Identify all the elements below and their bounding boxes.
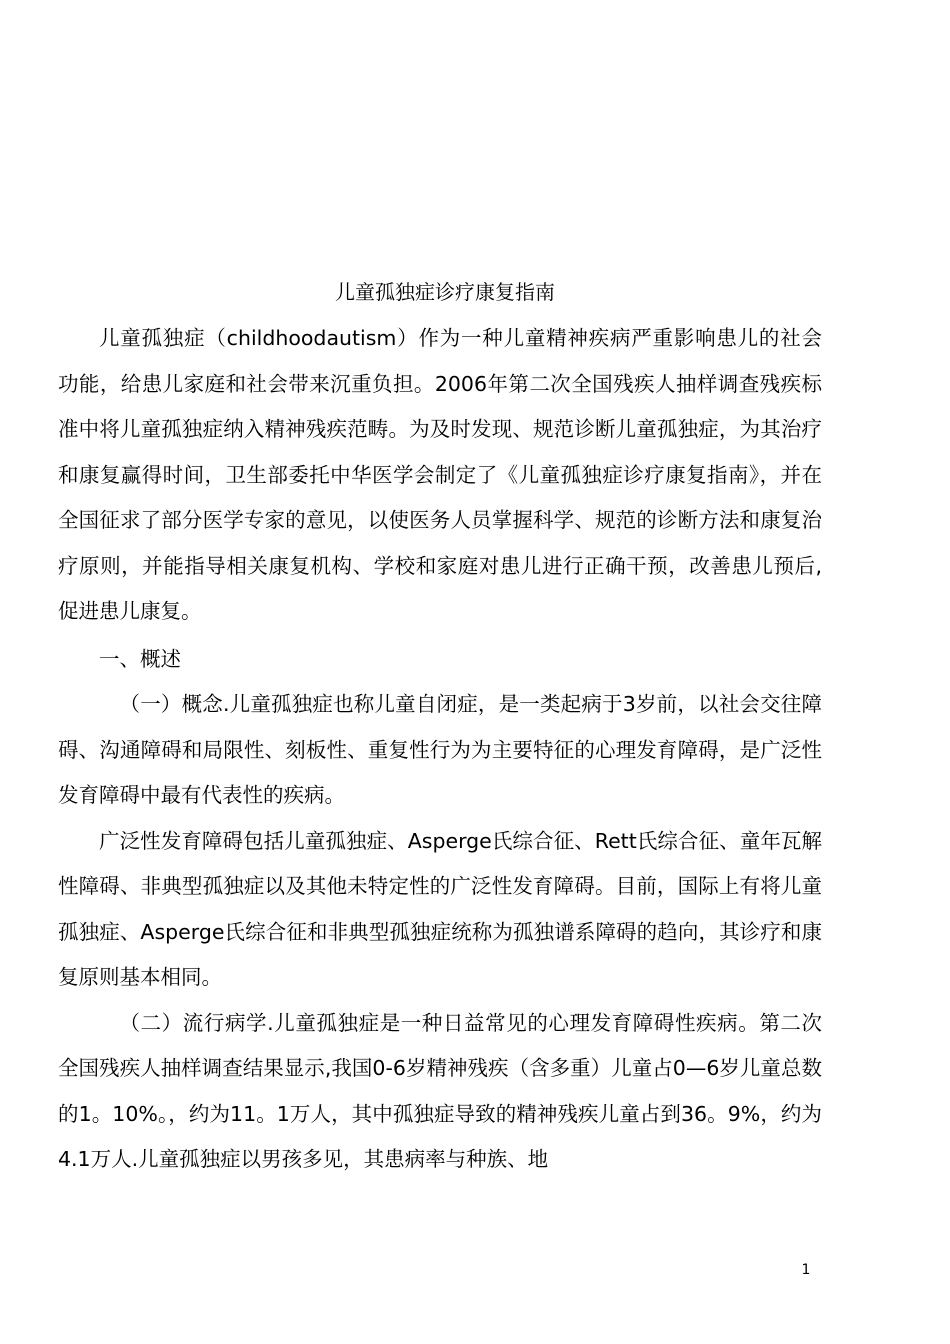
section-heading-overview: 一、概述 <box>99 646 181 671</box>
paragraph-intro: 儿童孤独症（childhoodautism）作为一种儿童精神疾病严重影响患儿的社会功能，给患儿家庭和社会带来沉重负担。2006年第二次全国残疾人抽样调查残疾标准中将儿童孤独症纳入精神残疾范畴。为及时发现、规范诊断儿童孤独症，为其治疗和康复赢得时间，卫生部委托中华医学会制定了《儿童孤独症诊疗康复指南》，并在全国征求了部分医学专家的意见，以使医务人员掌握科学、规范的诊断方法和康复治疗原则，并能指导相关康复机构、学校和家庭对患儿进行正确干预，改善患儿预后,促进患儿康复。 <box>58 326 822 623</box>
paragraph-epidemiology: （二）流行病学.儿童孤独症是一种日益常见的心理发育障碍性疾病。第二次全国残疾人抽样调查结果显示,我国0-6岁精神残疾（含多重）儿童占0—6岁儿童总数的1。10%。，约为11。1万人，其中孤独症导致的精神残疾儿童占到36。9%，约为4.1万人.儿童孤独症以男孩多见，其患病率与种族、地 <box>58 1010 822 1171</box>
page-number: 1 <box>801 1262 811 1278</box>
document-body <box>58 316 822 1183</box>
paragraph-pervasive-disorders: 广泛性发育障碍包括儿童孤独症、Asperge氏综合征、Rett氏综合征、童年瓦解性障碍、非典型孤独症以及其他未特定性的广泛性发育障碍。目前，国际上有将儿童孤独症、Asperge氏综合征和非典型孤独症统称为孤独谱系障碍的趋向，其诊疗和康复原则基本相同。 <box>58 828 822 989</box>
paragraph-concept: （一）概念.儿童孤独症也称儿童自闭症，是一类起病于3岁前，以社会交往障碍、沟通障碍和局限性、刻板性、重复性行为为主要特征的心理发育障碍，是广泛性发育障碍中最有代表性的疾病。 <box>58 692 822 807</box>
document-title: 儿童孤独症诊疗康复指南 <box>335 280 555 304</box>
